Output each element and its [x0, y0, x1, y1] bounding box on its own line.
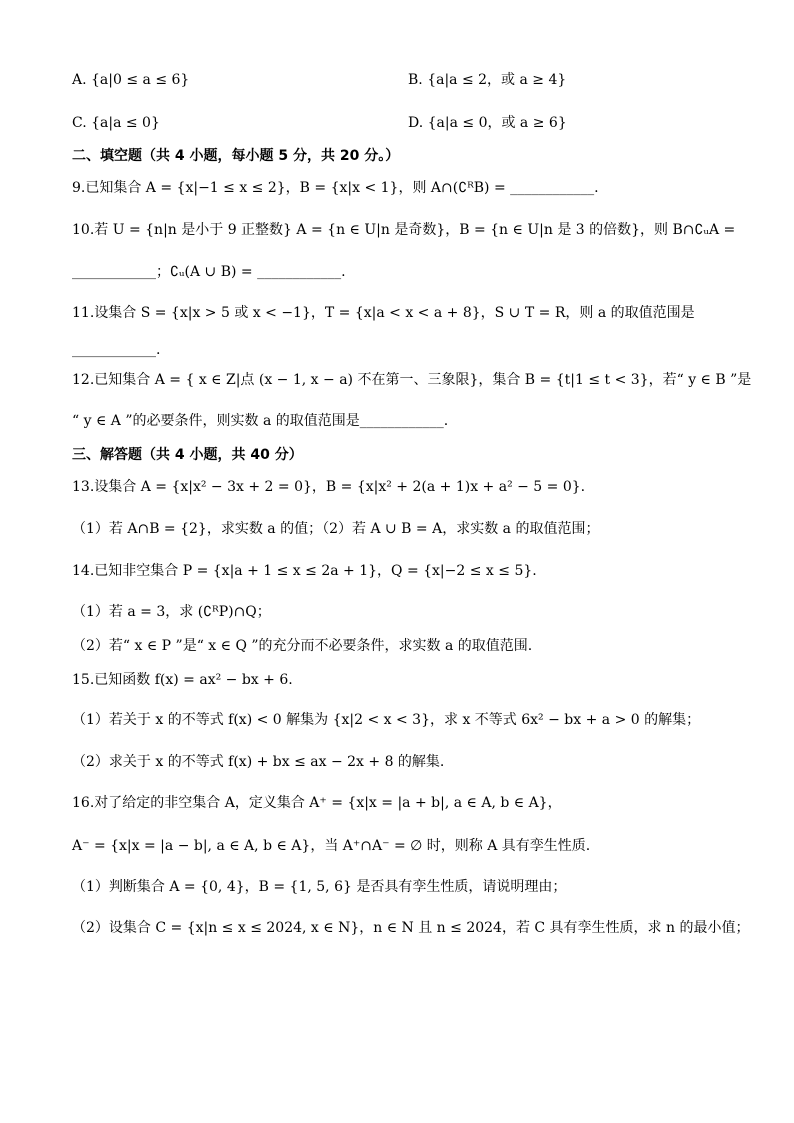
option-c: C. {a|a ≤ 0}: [72, 115, 160, 131]
question-15-part-2: （2）求关于 x 的不等式 f(x) + bx ≤ ax − 2x + 8 的解集.: [72, 754, 445, 770]
question-11-line-2: ____________.: [72, 342, 161, 358]
question-14-part-2: （2）若“ x ∈ P ”是“ x ∈ Q ”的充分而不必要条件，求实数 a 的取值范围.: [72, 638, 533, 654]
section-3-heading: 三、解答题（共 4 小题，共 40 分）: [72, 447, 303, 463]
question-11-line-1: 11.设集合 S = {x|x > 5 或 x < −1}，T = {x|a < x < a + 8}，S ∪ T = R，则 a 的取值范围是: [72, 305, 695, 321]
question-16-part-1: （1）判断集合 A = {0, 4}，B = {1, 5, 6} 是否具有孪生性质，请说明理由；: [72, 879, 567, 895]
option-d: D. {a|a ≤ 0，或 a ≥ 6}: [408, 115, 567, 131]
question-10-line-1: 10.若 U = {n|n 是小于 9 正整数} A = {n ∈ U|n 是奇数}，B = {n ∈ U|n 是 3 的倍数}，则 B∩∁ᵤA =: [72, 222, 736, 238]
question-15: 15.已知函数 f(x) = ax² − bx + 6.: [72, 672, 293, 688]
question-12-line-1: 12.已知集合 A = { x ∈ Z|点 (x − 1, x − a) 不在第一、三象限}，集合 B = {t|1 ≤ t < 3}，若“ y ∈ B ”是: [72, 372, 752, 388]
question-10-line-2: ____________；∁ᵤ(A ∪ B) = ____________.: [72, 264, 346, 280]
question-16-part-2: （2）设集合 C = {x|n ≤ x ≤ 2024, x ∈ N}，n ∈ N 且 n ≤ 2024，若 C 具有孪生性质，求 n 的最小值；: [72, 920, 750, 936]
option-a: A. {a|0 ≤ a ≤ 6}: [72, 72, 190, 88]
question-16-line-1: 16.对了给定的非空集合 A，定义集合 A⁺ = {x|x = |a + b|, a ∈ A, b ∈ A}，: [72, 795, 562, 811]
question-13: 13.设集合 A = {x|x² − 3x + 2 = 0}，B = {x|x² + 2(a + 1)x + a² − 5 = 0}.: [72, 479, 586, 495]
question-9: 9.已知集合 A = {x|−1 ≤ x ≤ 2}，B = {x|x < 1}，则 A∩(∁ᴿB) = ____________.: [72, 180, 599, 196]
question-14-part-1: （1）若 a = 3，求 (∁ᴿP)∩Q；: [72, 604, 271, 620]
question-12-line-2: “ y ∈ A ”的必要条件，则实数 a 的取值范围是____________.: [72, 413, 449, 429]
question-13-parts: （1）若 A∩B = {2}，求实数 a 的值；（2）若 A ∪ B = A，求实数 a 的取值范围；: [72, 521, 600, 537]
option-b: B. {a|a ≤ 2，或 a ≥ 4}: [408, 72, 567, 88]
section-2-heading: 二、填空题（共 4 小题，每小题 5 分，共 20 分。）: [72, 148, 400, 164]
question-16-line-2: A⁻ = {x|x = |a − b|, a ∈ A, b ∈ A}，当 A⁺∩A⁻ = ∅ 时，则称 A 具有孪生性质.: [72, 838, 591, 854]
question-14: 14.已知非空集合 P = {x|a + 1 ≤ x ≤ 2a + 1}，Q = {x|−2 ≤ x ≤ 5}.: [72, 563, 537, 579]
question-15-part-1: （1）若关于 x 的不等式 f(x) < 0 解集为 {x|2 < x < 3}，求 x 不等式 6x² − bx + a > 0 的解集；: [72, 712, 701, 728]
